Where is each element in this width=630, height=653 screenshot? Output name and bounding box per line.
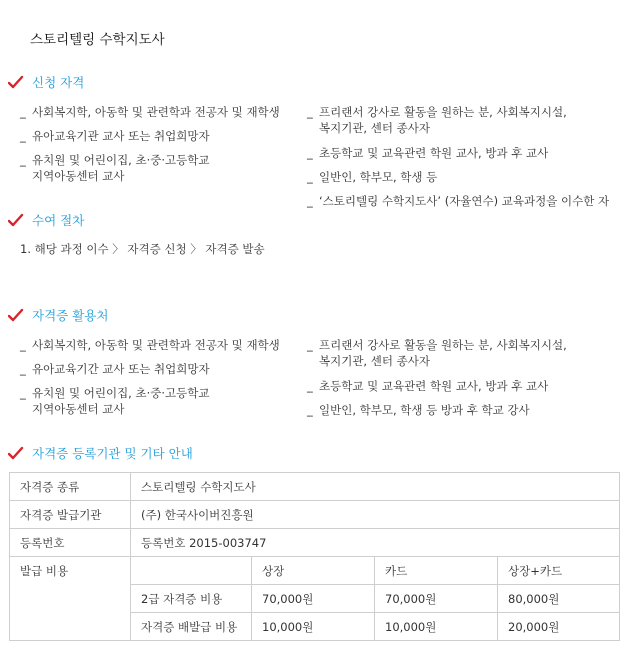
row-value: 등록번호 2015-003747 bbox=[131, 529, 620, 557]
check-mark-icon bbox=[8, 308, 24, 322]
eligibility-right-item: _ 일반인, 학부모, 학생 등 bbox=[307, 170, 438, 184]
section-registry-title: 자격증 등록기관 및 기타 안내 bbox=[32, 446, 193, 461]
fee-header: 상장+카드 bbox=[498, 557, 620, 585]
page-title: 스토리텔링 수학지도사 bbox=[30, 32, 165, 48]
fee-value: 70,000원 bbox=[375, 585, 498, 613]
fee-label: 발급 비용 bbox=[10, 557, 131, 641]
fee-value: 70,000원 bbox=[252, 585, 375, 613]
row-label: 자격증 종류 bbox=[10, 473, 131, 501]
row-value: 스토리텔링 수학지도사 bbox=[131, 473, 620, 501]
row-value: (주) 한국사이버진흥원 bbox=[131, 501, 620, 529]
eligibility-left-item: _ 사회복지학, 아동학 및 관련학과 전공자 및 재학생 bbox=[20, 105, 280, 119]
fee-value: 80,000원 bbox=[498, 585, 620, 613]
fee-value: 10,000원 bbox=[375, 613, 498, 641]
eligibility-right-item: _ ‘스토리텔링 수학지도사’ (자율연수) 교육과정을 이수한 자 bbox=[307, 194, 610, 208]
table-row bbox=[10, 557, 620, 585]
usage-right-item: _ 프리랜서 강사로 활동을 원하는 분, 사회복지시설, 복지기관, 센터 종사자 bbox=[307, 338, 567, 368]
row-label: 자격증 발급기관 bbox=[10, 501, 131, 529]
check-mark-icon bbox=[8, 213, 24, 227]
fee-value: 10,000원 bbox=[252, 613, 375, 641]
eligibility-left-item: _ 유아교육기관 교사 또는 취업희망자 bbox=[20, 129, 210, 143]
fee-value: 20,000원 bbox=[498, 613, 620, 641]
fee-header: 카드 bbox=[375, 557, 498, 585]
section-eligibility-heading bbox=[8, 73, 84, 91]
eligibility-left-item: _ 유치원 및 어린이집, 초·중·고등학교 지역아동센터 교사 bbox=[20, 153, 210, 183]
section-usage-heading bbox=[8, 306, 108, 324]
usage-left-item: _ 사회복지학, 아동학 및 관련학과 전공자 및 재학생 bbox=[20, 338, 280, 352]
check-mark-icon bbox=[8, 446, 24, 460]
section-eligibility-title: 신청 자격 bbox=[32, 75, 85, 90]
usage-right-item: _ 일반인, 학부모, 학생 등 방과 후 학교 강사 bbox=[307, 403, 530, 417]
section-registry-heading bbox=[8, 444, 193, 462]
usage-right-item: _ 초등학교 및 교육관련 학원 교사, 방과 후 교사 bbox=[307, 379, 549, 393]
eligibility-right-item: _ 초등학교 및 교육관련 학원 교사, 방과 후 교사 bbox=[307, 146, 549, 160]
fee-row-name: 자격증 배발급 비용 bbox=[131, 613, 252, 641]
fee-header: 상장 bbox=[252, 557, 375, 585]
usage-left-item: _ 유치원 및 어린이집, 초·중·고등학교 지역아동센터 교사 bbox=[20, 386, 210, 416]
procedure-steps: 1. 해당 과정 이수 〉 자격증 신청 〉 자격증 발송 bbox=[20, 242, 265, 256]
registry-table bbox=[9, 472, 620, 641]
eligibility-right-item: _ 프리랜서 강사로 활동을 원하는 분, 사회복지시설, 복지기관, 센터 종사자 bbox=[307, 105, 567, 135]
fee-header-empty bbox=[131, 557, 252, 585]
usage-left-item: _ 유아교육기간 교사 또는 취업희망자 bbox=[20, 362, 210, 376]
table-row bbox=[10, 529, 620, 557]
row-label: 등록번호 bbox=[10, 529, 131, 557]
table-row bbox=[10, 473, 620, 501]
section-procedure-title: 수여 절차 bbox=[32, 213, 85, 228]
section-procedure-heading bbox=[8, 211, 84, 229]
check-mark-icon bbox=[8, 75, 24, 89]
table-row bbox=[10, 501, 620, 529]
section-usage-title: 자격증 활용처 bbox=[32, 308, 109, 323]
fee-row-name: 2급 자격증 비용 bbox=[131, 585, 252, 613]
